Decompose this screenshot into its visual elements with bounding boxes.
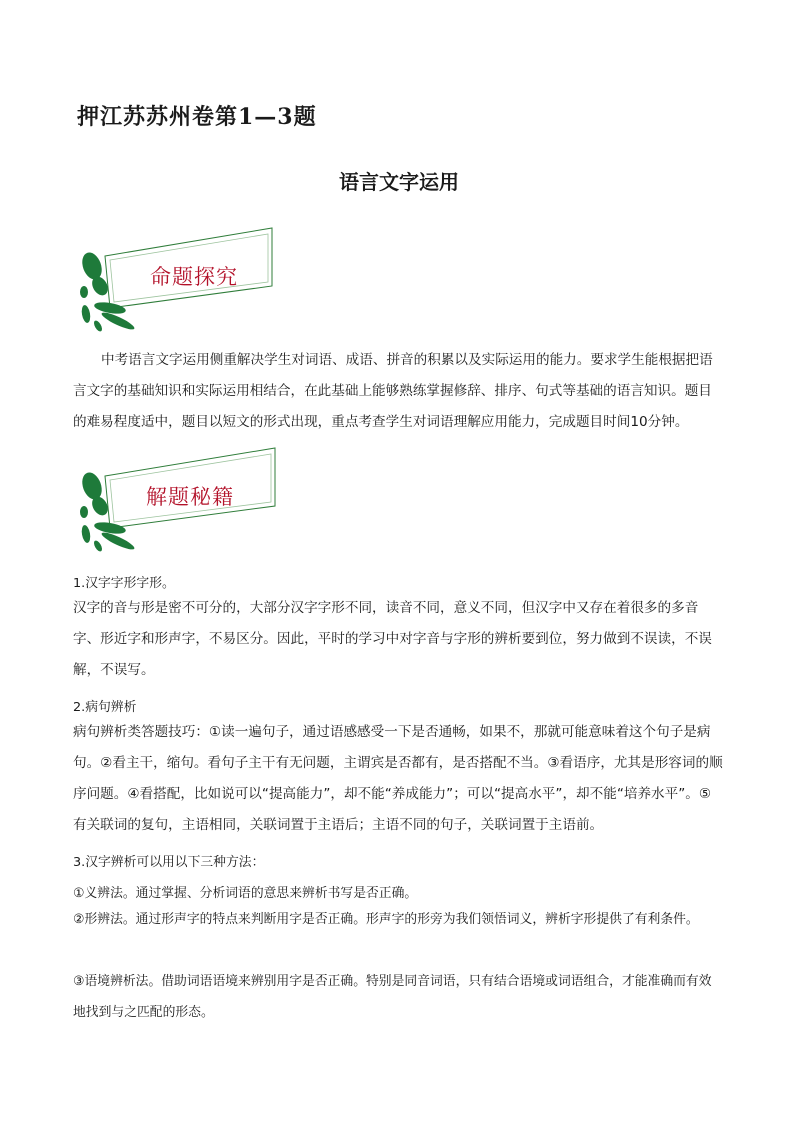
- tip-heading-1: 1.汉字字形字形。: [73, 576, 175, 591]
- method-item-3: ③语境辨析法。借助词语语境来辨别用字是否正确。特别是同音词语，只有结合语境或词语组合，才能准确而有效地找到与之匹配的形态。: [73, 974, 712, 1020]
- tip-heading-2: 2.病句辨析: [73, 700, 137, 715]
- tip-heading-3: 3.汉字辨析可以用以下三种方法：: [73, 855, 265, 870]
- page-title: 押江苏苏州卷第1—3题: [77, 104, 317, 130]
- tip-body-1: 汉字的音与形是密不可分的，大部分汉字字形不同，读音不同，意义不同，但汉字中又存在着很多的多音字、形近字和形声字，不易区分。因此，平时的学习中对字音与字形的辨析要到位，努力做到不误读，不误解，不误写。: [73, 600, 712, 678]
- banner-label: 解题秘籍: [146, 485, 234, 509]
- intro-paragraph: 中考语言文字运用侧重解决学生对词语、成语、拼音的积累以及实际运用的能力。要求学生能根据把语言文字的基础知识和实际运用相结合，在此基础上能够熟练掌握修辞、排序、句式等基础的语言知识。题目的难易程度适中，题目以短文的形式出现，重点考查学生对词语理解应用能力，完成题目时间10分钟。: [73, 352, 713, 430]
- subtitle-text: 语言文字运用: [339, 170, 459, 194]
- tip-body-2: 病句辨析类答题技巧：①读一遍句子，通过语感感受一下是否通畅，如果不，那就可能意味着这个句子是病句。②看主干，缩句。看句子主干有无问题，主谓宾是否都有，是否搭配不当。③看语序，尤其是形容词的顺序问题。④看搭配，比如说可以“提高能力”，却不能“养成能力”；可以“提高水平”，却不能“培养水平”。⑤有关联词的复句，主语相同，关联词置于主语后；主语不同的句子，关联词置于主语前。: [73, 724, 723, 833]
- section-banner-proposition: [70, 226, 280, 341]
- page-subtitle: [0, 166, 794, 195]
- method-item-1: ①义辨法。通过掌握、分析词语的意思来辨析书写是否正确。: [73, 886, 418, 901]
- banner-label: 命题探究: [150, 265, 238, 289]
- section-banner-tips: [70, 446, 280, 561]
- method-item-2: ②形辨法。通过形声字的特点来判断用字是否正确。形声字的形旁为我们领悟词义，辨析字形提供了有利条件。: [73, 912, 699, 927]
